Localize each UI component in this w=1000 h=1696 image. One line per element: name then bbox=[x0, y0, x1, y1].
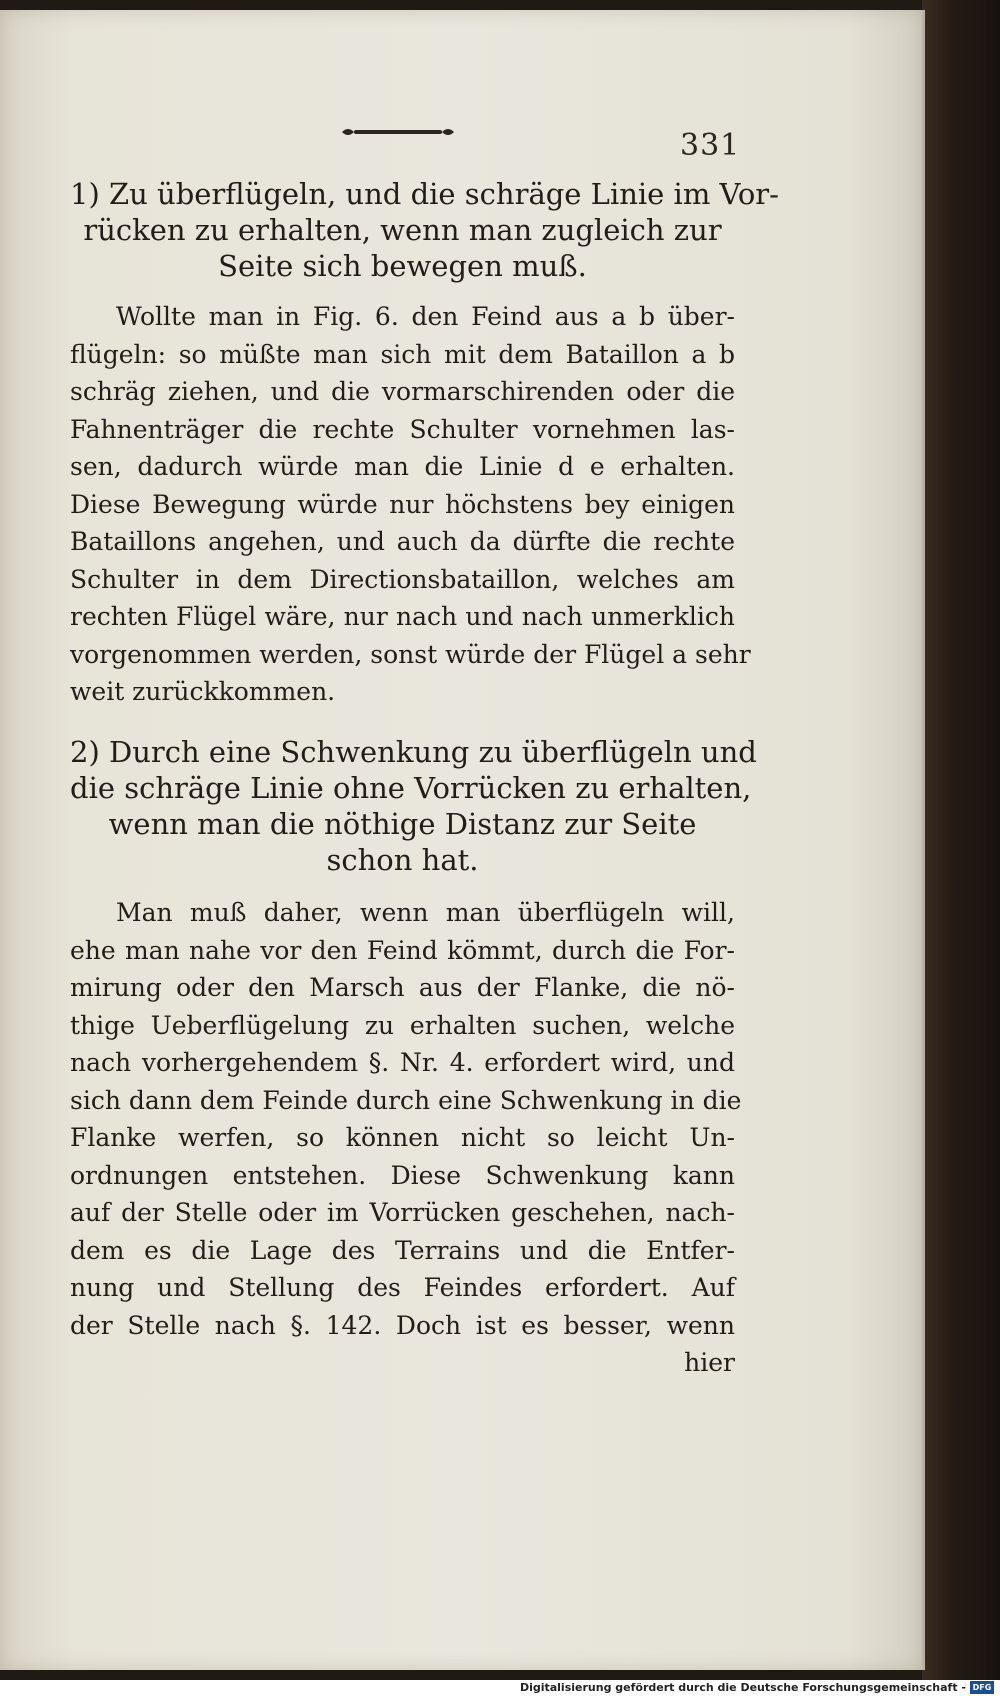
text-line: sen, dadurch würde man die Linie d e erhalten. bbox=[70, 452, 735, 481]
heading-line: 1) Zu überflügeln, und die schräge Linie im Vor- bbox=[70, 177, 779, 211]
heading-line: 2) Durch eine Schwenkung zu überflügeln und bbox=[70, 735, 757, 769]
heading-line: rücken zu erhalten, wenn man zugleich zur bbox=[83, 213, 722, 247]
text-line: ehe man nahe vor den Feind kömmt, durch die For- bbox=[70, 935, 735, 965]
heading-line: schon hat. bbox=[326, 843, 479, 877]
text-line: Flanke werfen, so können nicht so leicht Un- bbox=[70, 1123, 735, 1152]
page-number: 331 bbox=[680, 128, 741, 163]
paragraph-2 bbox=[70, 894, 742, 1382]
text-line: Bataillons angehen, und auch da dürfte die rechte bbox=[70, 527, 735, 556]
text-line: Schulter in dem Directionsbataillon, welches am bbox=[70, 564, 735, 594]
text-line: weit zurückkommen. bbox=[70, 677, 336, 706]
dfg-logo-icon: DFG bbox=[970, 1681, 994, 1694]
heading-line: Seite sich bewegen muß. bbox=[218, 249, 587, 283]
decorative-rule-ornament bbox=[338, 124, 458, 140]
text-line: flügeln: so müßte man sich mit dem Bataillon a b bbox=[70, 339, 735, 369]
text-line: sich dann dem Feinde durch eine Schwenkung in die bbox=[70, 1085, 742, 1115]
text-line: der Stelle nach §. 142. Doch ist es besser, wenn bbox=[70, 1310, 735, 1340]
text-line: nach vorhergehendem §. Nr. 4. erfordert wird, und bbox=[70, 1048, 735, 1077]
catchword: hier bbox=[684, 1348, 735, 1377]
book-edge bbox=[922, 0, 1000, 1696]
text-line: auf der Stelle oder im Vorrücken geschehen, nach- bbox=[70, 1198, 735, 1227]
section-heading-2 bbox=[70, 734, 757, 878]
text-line: vorgenommen werden, sonst würde der Flügel a sehr bbox=[70, 639, 751, 669]
text-line: ordnungen entstehen. Diese Schwenkung kann bbox=[70, 1160, 735, 1190]
text-line: mirung oder den Marsch aus der Flanke, die nö- bbox=[70, 973, 735, 1002]
text-line: Diese Bewegung würde nur höchstens bey einigen bbox=[70, 489, 735, 519]
text-line: Fahnenträger die rechte Schulter vornehmen las- bbox=[70, 414, 735, 444]
text-line: nung und Stellung des Feindes erfordert. Auf bbox=[70, 1273, 735, 1302]
section-heading-1 bbox=[70, 176, 779, 284]
text-line: schräg ziehen, und die vormarschirenden oder die bbox=[70, 377, 735, 406]
book-page bbox=[0, 10, 925, 1670]
text-line: rechten Flügel wäre, nur nach und nach unmerklich bbox=[70, 602, 735, 631]
text-line: Man muß daher, wenn man überflügeln will, bbox=[116, 898, 735, 927]
text-line: thige Ueberflügelung zu erhalten suchen, welche bbox=[70, 1010, 735, 1040]
text-line: Wollte man in Fig. 6. den Feind aus a b über- bbox=[116, 302, 735, 331]
heading-line: die schräge Linie ohne Vorrücken zu erhalten, bbox=[70, 771, 752, 805]
text-line: dem es die Lage des Terrains und die Entfer- bbox=[70, 1235, 735, 1265]
heading-line: wenn man die nöthige Distanz zur Seite bbox=[108, 807, 697, 841]
paragraph-1 bbox=[70, 298, 751, 711]
digitization-credit: Digitalisierung gefördert durch die Deutsche Forschungsgemeinschaft - bbox=[519, 1681, 966, 1694]
